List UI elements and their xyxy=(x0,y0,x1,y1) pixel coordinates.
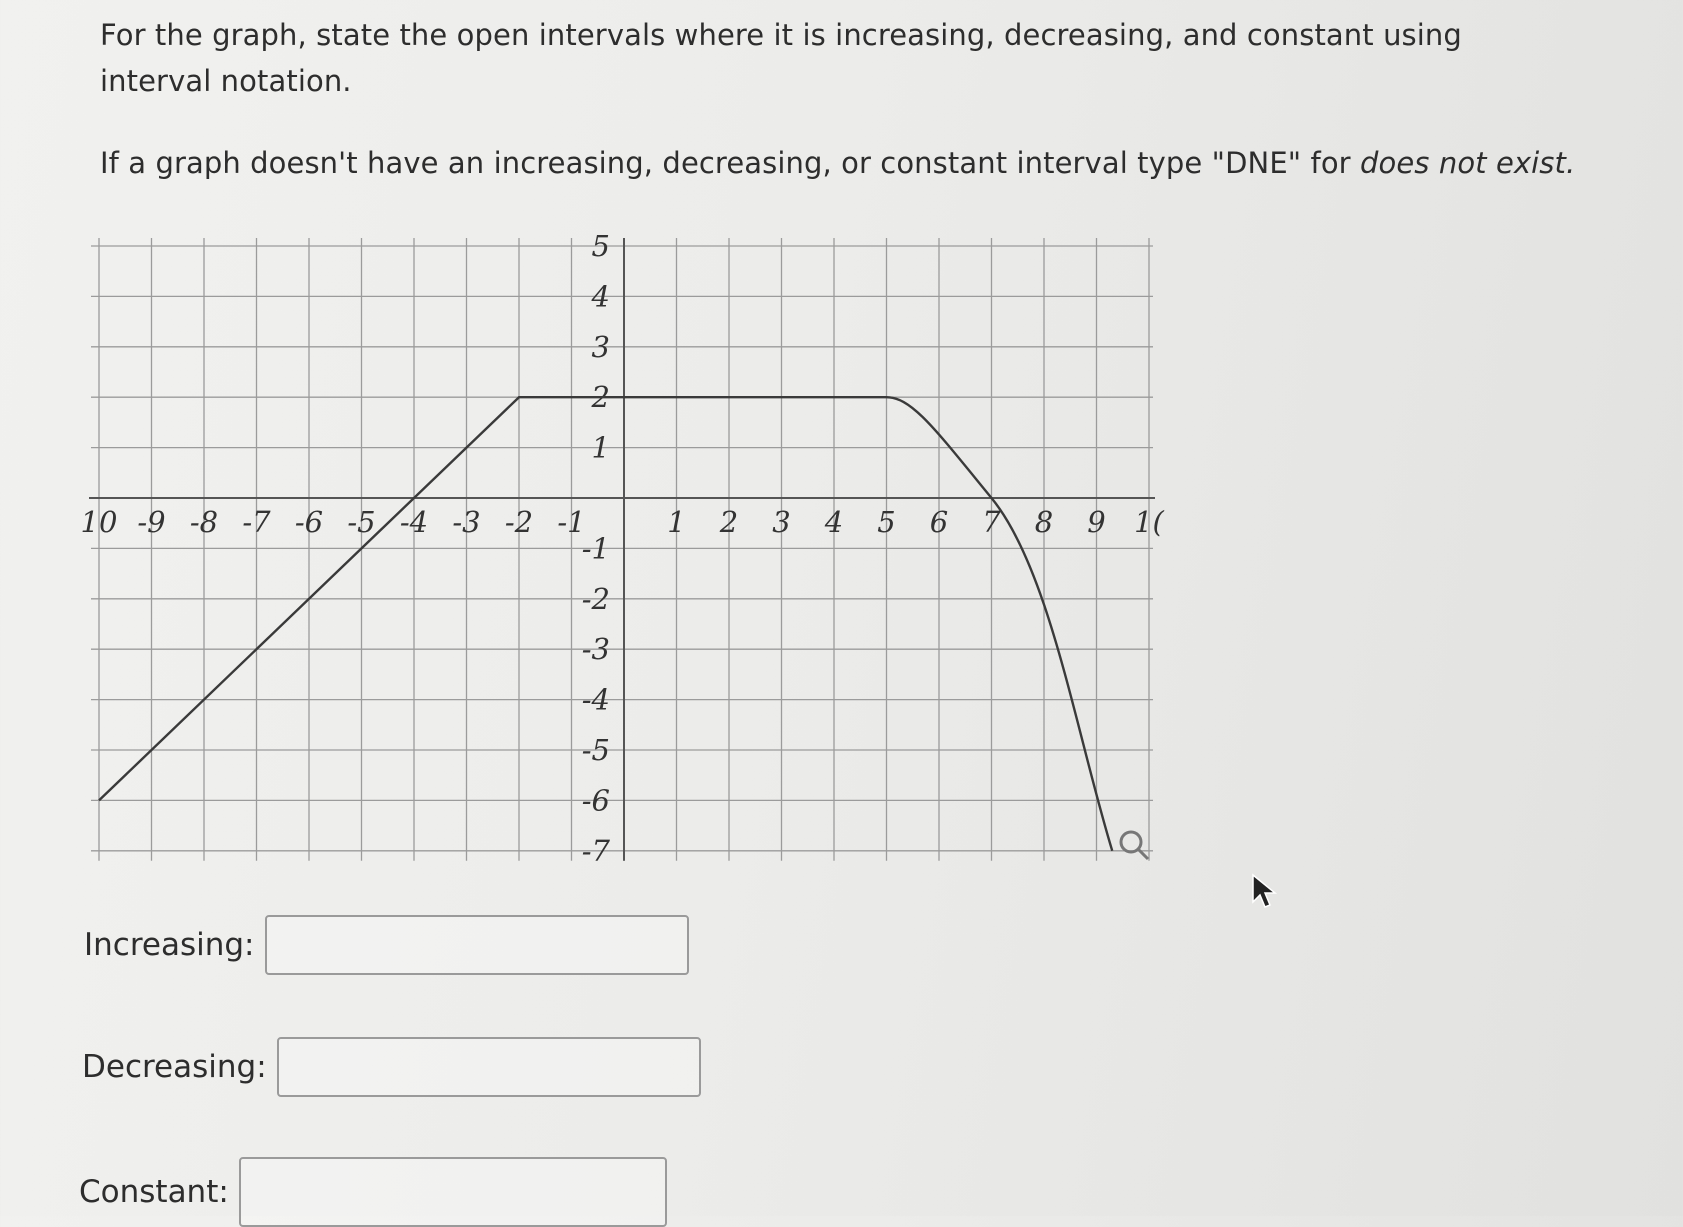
question-line-2-italic: does not exist. xyxy=(1360,146,1576,180)
x-tick-label: -3 xyxy=(452,505,481,539)
decreasing-input[interactable] xyxy=(277,1037,701,1097)
constant-row xyxy=(79,1157,667,1227)
x-tick-labels xyxy=(81,505,1165,539)
grid-lines xyxy=(91,238,1153,861)
y-tick-label: -2 xyxy=(581,581,610,616)
x-tick-label: 7 xyxy=(982,505,1001,539)
x-tick-label: 4 xyxy=(824,505,844,539)
x-tick-label: 6 xyxy=(929,505,949,539)
y-tick-labels xyxy=(582,229,611,868)
y-tick-label: 5 xyxy=(591,229,610,263)
mouse-pointer-icon xyxy=(1250,872,1280,912)
y-tick-label: -1 xyxy=(581,531,610,566)
x-tick-label: 5 xyxy=(877,505,896,539)
axes xyxy=(89,238,1155,861)
y-tick-label: -7 xyxy=(581,833,610,868)
x-tick-label: 10 xyxy=(80,505,118,539)
constant-input[interactable] xyxy=(239,1157,667,1227)
constant-label: Constant: xyxy=(79,1174,229,1210)
y-tick-label: 3 xyxy=(591,329,610,364)
magnifier-icon[interactable] xyxy=(1121,832,1148,859)
increasing-label: Increasing: xyxy=(84,927,255,963)
y-tick-label: -4 xyxy=(581,682,610,717)
decreasing-label: Decreasing: xyxy=(82,1049,267,1085)
x-tick-label: 3 xyxy=(772,505,791,539)
x-tick-label: -2 xyxy=(504,505,534,539)
y-tick-label: 4 xyxy=(591,279,610,314)
x-tick-label: 9 xyxy=(1087,505,1106,539)
x-tick-label: 8 xyxy=(1034,505,1054,539)
x-tick-label: -7 xyxy=(242,505,271,539)
increasing-row xyxy=(84,915,689,975)
x-tick-label: -6 xyxy=(294,505,324,539)
x-tick-label: -9 xyxy=(137,505,166,539)
increasing-input[interactable] xyxy=(265,915,689,975)
x-tick-label: 2 xyxy=(719,505,739,539)
x-tick-label: -4 xyxy=(399,505,429,539)
y-tick-label: -5 xyxy=(581,733,610,767)
x-tick-label: -5 xyxy=(347,505,376,539)
y-tick-label: -6 xyxy=(581,783,610,818)
decreasing-row xyxy=(82,1037,701,1097)
question-line-1: For the graph, state the open intervals where it is increasing, decreasing, and constant using interval notation. xyxy=(100,18,1462,98)
x-tick-label: -1 xyxy=(557,505,586,539)
y-tick-label: 1 xyxy=(591,430,610,465)
y-tick-label: -3 xyxy=(581,632,610,667)
question-line-2: If a graph doesn't have an increasing, decreasing, or constant interval type "DNE" for xyxy=(100,146,1361,180)
x-tick-label: 1( xyxy=(1134,505,1164,539)
x-tick-label: 1 xyxy=(667,505,686,539)
y-tick-label: 2 xyxy=(591,380,610,415)
x-tick-label: -8 xyxy=(189,505,219,539)
